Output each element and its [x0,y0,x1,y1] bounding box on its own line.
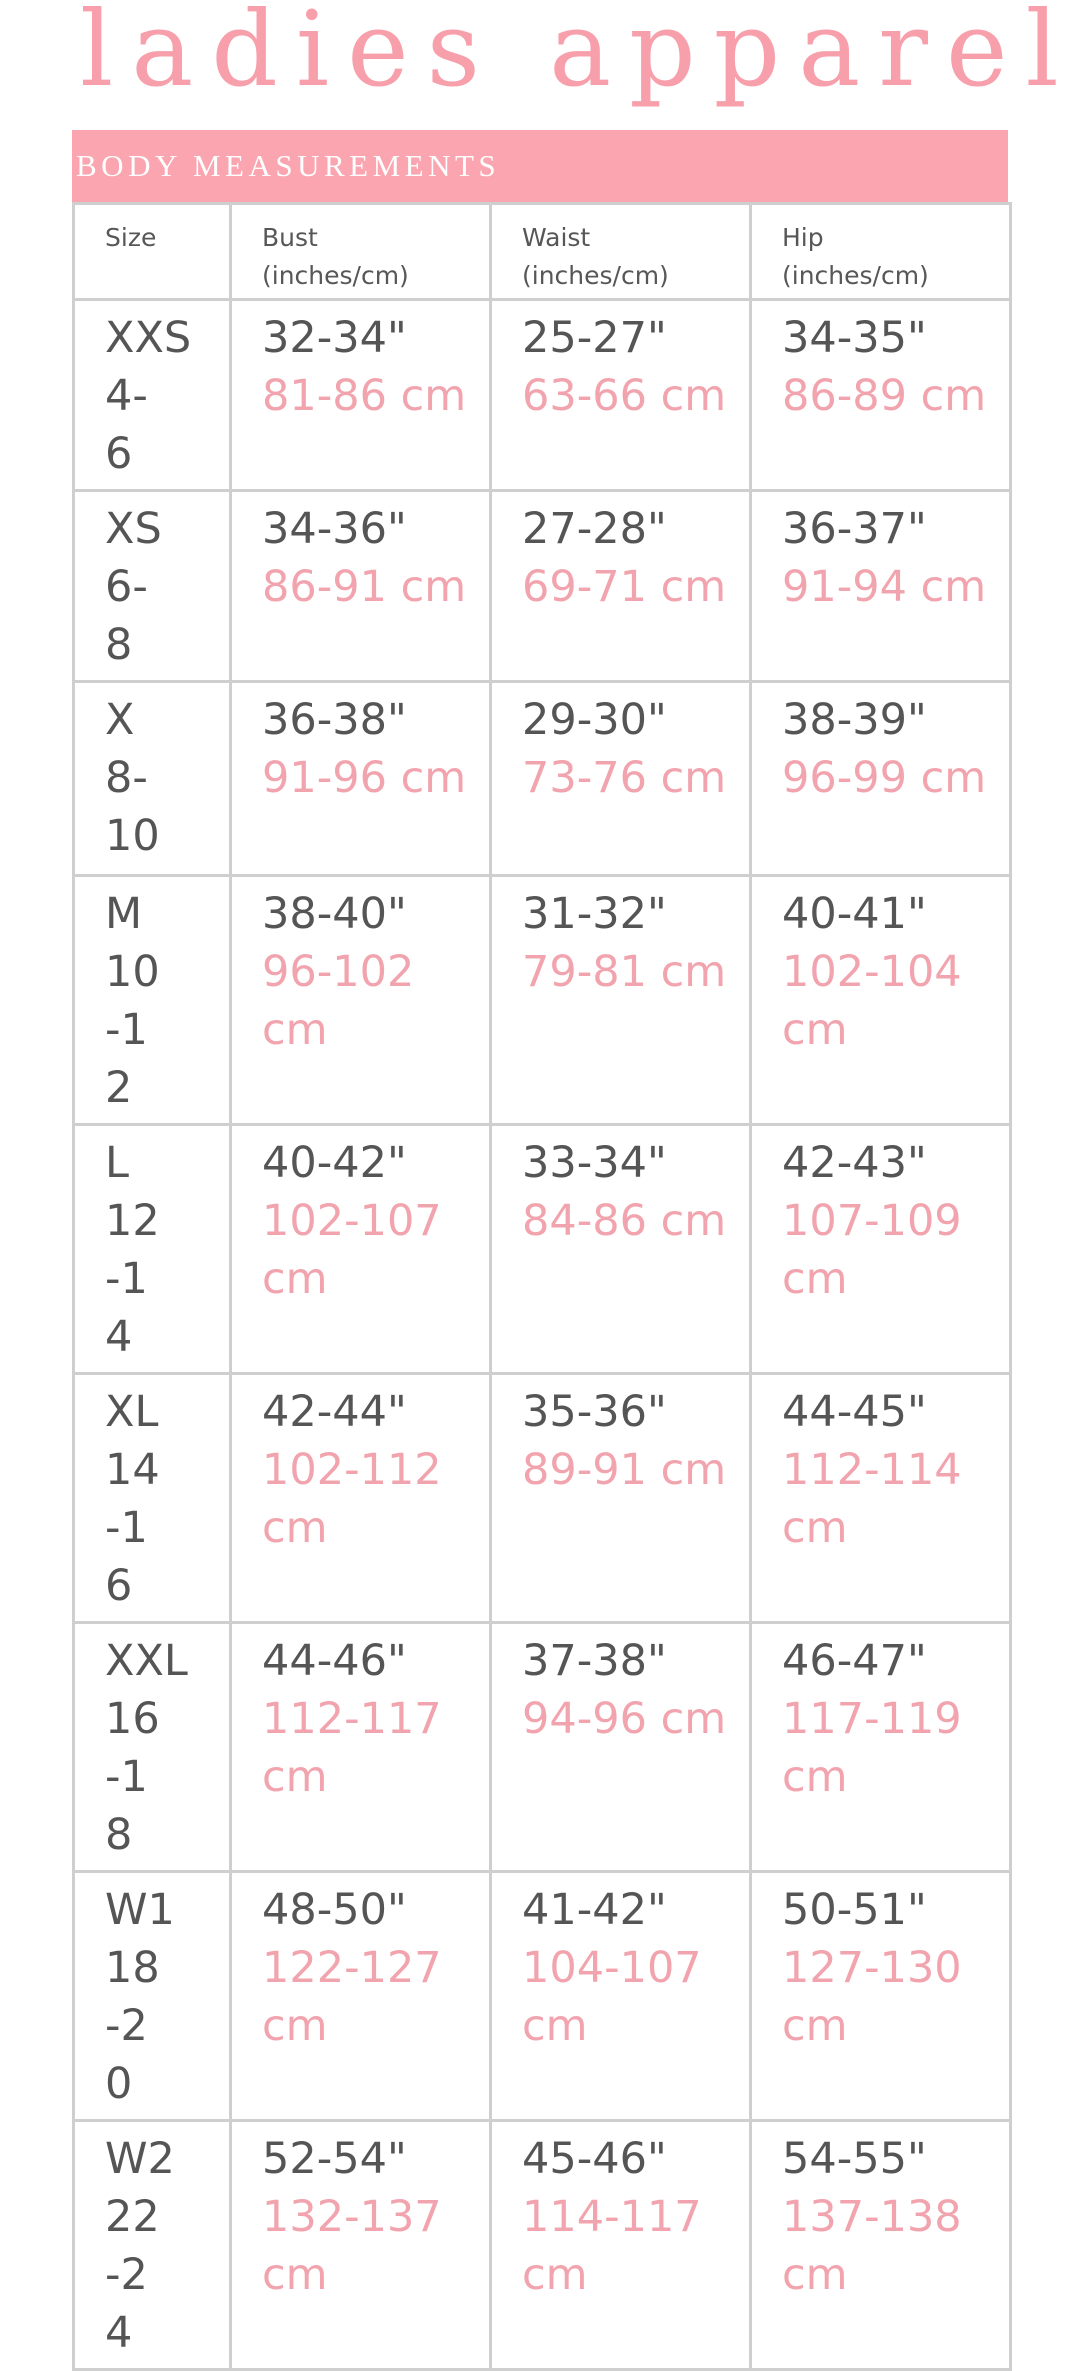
bust-inches: 42-44" [262,1387,407,1437]
hip-cell [751,300,1011,491]
bust-inches: 38-40" [262,889,407,939]
size-code: XL [105,1387,159,1437]
bust-cell [231,300,491,491]
hip-cm: 127-130 cm [782,1943,962,2051]
bust-inches: 44-46" [262,1636,407,1686]
waist-cell [491,1125,751,1374]
size-cell [74,1374,231,1623]
size-range: 8-10 [105,753,160,861]
bust-cm: 132-137 cm [262,2192,442,2300]
hip-cm: 107-109 cm [782,1196,962,1304]
hip-cm: 102-104 cm [782,947,962,1055]
bust-cell [231,682,491,876]
bust-cm: 112-117 cm [262,1694,442,1802]
hip-inches: 50-51" [782,1885,927,1935]
size-cell [74,1872,231,2121]
waist-cm: 94-96 cm [522,1694,727,1744]
header-size [74,204,231,300]
header-row [74,204,1011,300]
waist-cell [491,876,751,1125]
bust-cm: 102-107 cm [262,1196,442,1304]
bust-cell [231,491,491,682]
bust-cell [231,1125,491,1374]
waist-inches: 31-32" [522,889,667,939]
size-chart-table [72,202,1012,2371]
size-cell [74,491,231,682]
table-row [74,1623,1011,1872]
header-hip [751,204,1011,300]
bust-cell [231,1623,491,1872]
waist-cm: 89-91 cm [522,1445,727,1495]
header-size-label: Size [105,223,157,252]
bust-inches: 34-36" [262,504,407,554]
table-row [74,2121,1011,2370]
hip-cell [751,1872,1011,2121]
waist-inches: 41-42" [522,1885,667,1935]
size-range: 4-6 [105,371,148,479]
bust-cm: 81-86 cm [262,371,467,421]
waist-inches: 29-30" [522,695,667,745]
hip-inches: 40-41" [782,889,927,939]
header-bust [231,204,491,300]
hip-cell [751,876,1011,1125]
waist-cell [491,2121,751,2370]
hip-cm: 96-99 cm [782,753,987,803]
table-row [74,682,1011,876]
size-range: 6-8 [105,562,148,670]
size-range: 14-16 [105,1445,160,1611]
bust-cell [231,2121,491,2370]
size-range: 10-12 [105,947,160,1113]
size-cell [74,1125,231,1374]
bust-cm: 96-102 cm [262,947,415,1055]
size-code: M [105,889,143,939]
table-row [74,1374,1011,1623]
size-cell [74,2121,231,2370]
bust-cell [231,1872,491,2121]
header-hip-label: Hip [782,223,824,252]
hip-cm: 117-119 cm [782,1694,962,1802]
hip-inches: 42-43" [782,1138,927,1188]
waist-cell [491,300,751,491]
table-row [74,876,1011,1125]
waist-cm: 84-86 cm [522,1196,727,1246]
bust-cell [231,876,491,1125]
size-code: L [105,1138,129,1188]
header-waist-label: Waist [522,223,591,252]
hip-cell [751,491,1011,682]
waist-inches: 25-27" [522,313,667,363]
size-code: X [105,695,135,745]
size-cell [74,300,231,491]
size-code: W1 [105,1885,175,1935]
waist-cell [491,1374,751,1623]
waist-inches: 27-28" [522,504,667,554]
table-row [74,1872,1011,2121]
hip-inches: 38-39" [782,695,927,745]
bust-cm: 86-91 cm [262,562,467,612]
bust-inches: 52-54" [262,2134,407,2184]
header-waist-unit: (inches/cm) [522,261,669,290]
table-row [74,1125,1011,1374]
table-row [74,300,1011,491]
hip-cm: 86-89 cm [782,371,987,421]
waist-cell [491,682,751,876]
hip-cell [751,1623,1011,1872]
size-range: 18-20 [105,1943,160,2109]
size-cell [74,1623,231,1872]
hip-cell [751,682,1011,876]
page-title: ladies apparel [80,0,1077,110]
hip-inches: 34-35" [782,313,927,363]
waist-inches: 37-38" [522,1636,667,1686]
waist-cell [491,1872,751,2121]
hip-inches: 44-45" [782,1387,927,1437]
waist-cm: 104-107 cm [522,1943,702,2051]
size-code: XXL [105,1636,188,1686]
size-range: 16-18 [105,1694,160,1860]
size-range: 12-14 [105,1196,160,1362]
bust-inches: 40-42" [262,1138,407,1188]
waist-inches: 33-34" [522,1138,667,1188]
waist-cm: 63-66 cm [522,371,727,421]
waist-cell [491,491,751,682]
hip-cell [751,1125,1011,1374]
size-range: 22-24 [105,2192,160,2358]
size-code: W2 [105,2134,175,2184]
waist-cm: 69-71 cm [522,562,727,612]
size-code: XS [105,504,162,554]
bust-inches: 32-34" [262,313,407,363]
hip-cm: 137-138 cm [782,2192,962,2300]
hip-inches: 54-55" [782,2134,927,2184]
bust-inches: 48-50" [262,1885,407,1935]
waist-cm: 79-81 cm [522,947,727,997]
hip-cell [751,1374,1011,1623]
waist-cm: 114-117 cm [522,2192,702,2300]
bust-inches: 36-38" [262,695,407,745]
hip-inches: 36-37" [782,504,927,554]
bust-cm: 102-112 cm [262,1445,442,1553]
bust-cm: 91-96 cm [262,753,467,803]
waist-inches: 35-36" [522,1387,667,1437]
waist-cell [491,1623,751,1872]
header-bust-unit: (inches/cm) [262,261,409,290]
hip-cm: 112-114 cm [782,1445,962,1553]
size-cell [74,876,231,1125]
header-bust-label: Bust [262,223,318,252]
hip-cell [751,2121,1011,2370]
bust-cell [231,1374,491,1623]
header-waist [491,204,751,300]
bust-cm: 122-127 cm [262,1943,442,2051]
table-row [74,491,1011,682]
hip-cm: 91-94 cm [782,562,987,612]
section-banner: BODY MEASUREMENTS [72,130,1008,202]
size-cell [74,682,231,876]
waist-cm: 73-76 cm [522,753,727,803]
header-hip-unit: (inches/cm) [782,261,929,290]
size-code: XXS [105,313,192,363]
waist-inches: 45-46" [522,2134,667,2184]
hip-inches: 46-47" [782,1636,927,1686]
